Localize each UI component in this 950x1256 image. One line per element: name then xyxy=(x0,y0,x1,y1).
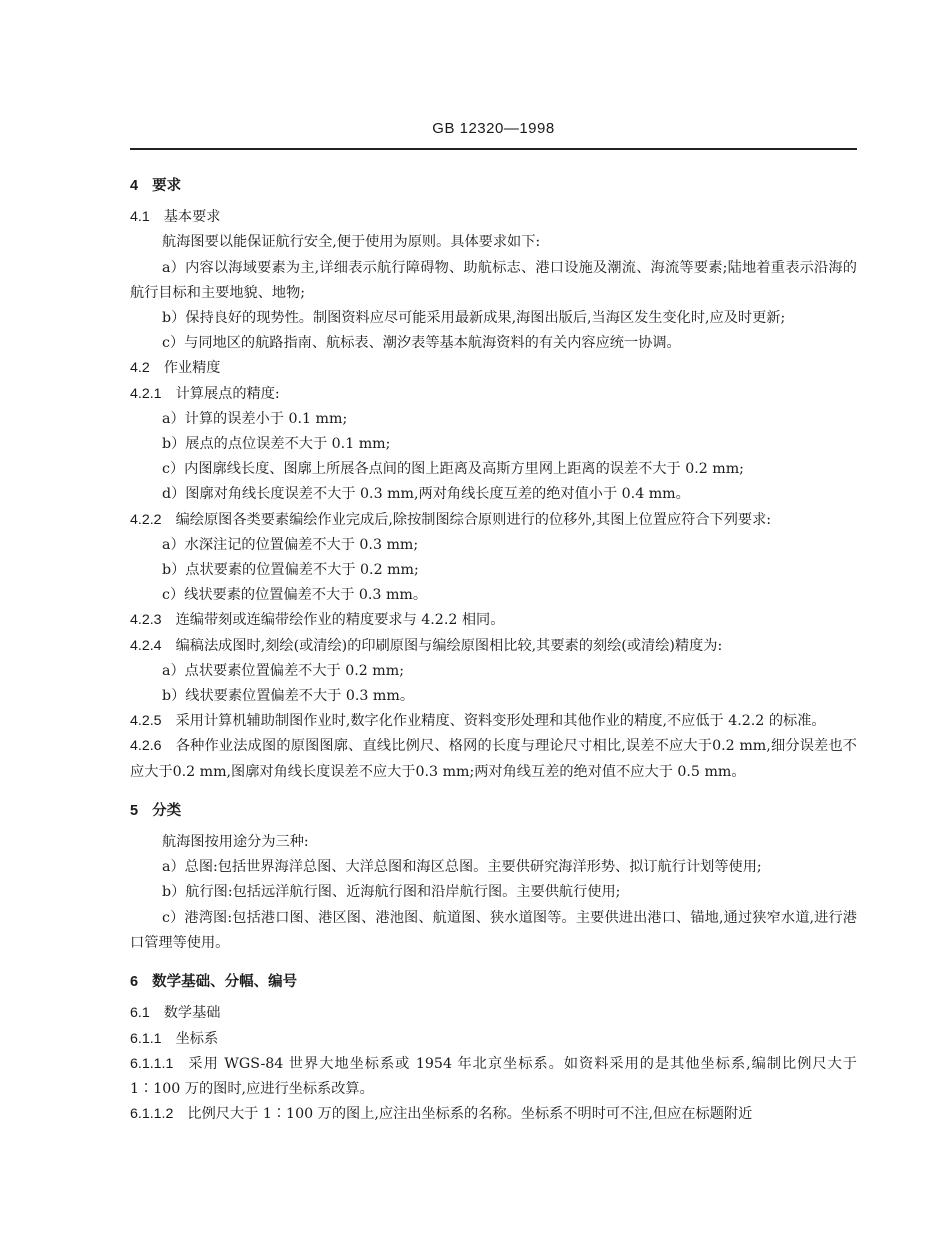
clause-4-2-2-item-c: c）线状要素的位置偏差不大于 0.3 mm。 xyxy=(162,587,428,604)
header-rule xyxy=(130,148,857,150)
clause-4-1-item-c: c）与同地区的航路指南、航标表、潮汐表等基本航海资料的有关内容应统一协调。 xyxy=(162,335,681,352)
clause-4-2-3 xyxy=(130,608,857,633)
section-5-intro: 航海图按用途分为三种: xyxy=(162,834,309,851)
section-5-item-c: c）港湾图:包括港口图、港区图、港池图、航道图、狭水道图等。主要供进出港口、锚地,通过狭窄水道,进行港口管理等使用。 xyxy=(130,909,857,951)
clause-4-2-5 xyxy=(130,709,857,734)
clause-number: 6.1 xyxy=(130,1005,150,1022)
clause-text: 各种作业法成图的原图图廓、直线比例尺、格网的长度与理论尺寸相比,误差不应大于0.2 mm,细分误差也不应大于0.2 mm,图廓对角线长度误差不应大于0.3 mm;两对角线互差的绝对值不应大于 0.5 mm。 xyxy=(130,738,857,780)
clause-4-2-4-item-a: a）点状要素位置偏差不大于 0.2 mm; xyxy=(162,662,404,679)
clause-4-2-2-item-a: a）水深注记的位置偏差不大于 0.3 mm; xyxy=(162,536,419,553)
section-6-heading xyxy=(130,970,857,995)
clause-4-2-1-item-a: a）计算的误差小于 0.1 mm; xyxy=(162,410,348,427)
section-4-heading xyxy=(130,174,857,199)
clause-title: 作业精度 xyxy=(163,360,221,377)
clause-text: 采用 WGS-84 世界大地坐标系或 1954 年北京坐标系。如资料采用的是其他坐标系,编制比例尺大于 1∶100 万的图时,应进行坐标系改算。 xyxy=(130,1055,857,1097)
clause-number: 4.1 xyxy=(130,209,150,226)
section-number: 4 xyxy=(130,178,139,194)
clause-4-2-heading xyxy=(130,356,857,381)
clause-title: 坐标系 xyxy=(175,1030,219,1047)
section-5-item-a: a）总图:包括世界海洋总图、大洋总图和海区总图。主要供研究海洋形势、拟订航行计划等使用; xyxy=(162,859,762,876)
clause-number: 4.2.4 xyxy=(130,637,162,654)
page-header: GB 12320—1998 xyxy=(432,120,555,137)
clause-4-2-6 xyxy=(130,734,857,784)
section-5-heading xyxy=(130,799,857,824)
clause-4-1-item-a: a）内容以海域要素为主,详细表示航行障碍物、助航标志、港口设施及潮流、海流等要素;陆地着重表示沿海的航行目标和主要地貌、地物; xyxy=(130,259,857,301)
clause-number: 4.2.1 xyxy=(130,385,162,402)
clause-number: 4.2.5 xyxy=(130,713,162,730)
clause-4-2-1-heading xyxy=(130,382,857,407)
clause-4-1-heading xyxy=(130,205,857,230)
section-title: 分类 xyxy=(152,802,182,819)
clause-4-2-2 xyxy=(130,508,857,533)
clause-6-1-1-1 xyxy=(130,1052,857,1102)
clause-4-2-4 xyxy=(130,634,857,659)
clause-4-2-4-item-b: b）线状要素位置偏差不大于 0.3 mm。 xyxy=(162,688,415,705)
clause-text: 编稿法成图时,刻绘(或清绘)的印刷原图与编绘原图相比较,其要素的刻绘(或清绘)精度为: xyxy=(175,637,723,654)
clause-text: 采用计算机辅助制图作业时,数字化作业精度、资料变形处理和其他作业的精度,不应低于 4.2.2 的标准。 xyxy=(175,713,826,730)
clause-number: 4.2.2 xyxy=(130,511,162,528)
clause-4-2-1-item-d: d）图廓对角线长度误差不大于 0.3 mm,两对角线长度互差的绝对值小于 0.4 mm。 xyxy=(162,486,690,503)
clause-title: 数学基础 xyxy=(163,1005,221,1022)
clause-text: 比例尺大于 1∶100 万的图上,应注出坐标系的名称。坐标系不明时可不注,但应在标题附近 xyxy=(187,1106,753,1123)
clause-4-1-intro: 航海图要以能保证航行安全,便于使用为原则。具体要求如下: xyxy=(162,234,541,251)
clause-text: 连编带刻或连编带绘作业的精度要求与 4.2.2 相同。 xyxy=(175,612,505,629)
clause-4-2-1-item-b: b）展点的点位误差不大于 0.1 mm; xyxy=(162,436,391,453)
clause-number: 4.2.6 xyxy=(130,738,162,755)
clause-6-1-1-heading xyxy=(130,1027,857,1052)
section-title: 数学基础、分幅、编号 xyxy=(152,974,298,991)
clause-text: 编绘原图各类要素编绘作业完成后,除按制图综合原则进行的位移外,其图上位置应符合下列要求: xyxy=(175,511,772,528)
section-5-item-b: b）航行图:包括远洋航行图、近海航行图和沿岸航行图。主要供航行使用; xyxy=(162,884,621,901)
clause-number: 4.2 xyxy=(130,360,150,377)
clause-4-1-item-b: b）保持良好的现势性。制图资料应尽可能采用最新成果,海图出版后,当海区发生变化时,应及时更新; xyxy=(162,310,786,327)
clause-4-2-2-item-b: b）点状要素的位置偏差不大于 0.2 mm; xyxy=(162,562,419,579)
clause-title: 基本要求 xyxy=(163,209,221,226)
clause-number: 6.1.1.2 xyxy=(130,1106,174,1123)
section-number: 5 xyxy=(130,802,139,819)
document-body xyxy=(130,174,857,1127)
clause-4-2-1-item-c: c）内图廓线长度、图廓上所展各点间的图上距离及高斯方里网上距离的误差不大于 0.2 mm; xyxy=(162,461,744,478)
section-number: 6 xyxy=(130,974,139,991)
clause-6-1-heading xyxy=(130,1001,857,1026)
clause-number: 4.2.3 xyxy=(130,612,162,629)
clause-6-1-1-2 xyxy=(130,1102,857,1127)
clause-number: 6.1.1 xyxy=(130,1030,162,1047)
clause-number: 6.1.1.1 xyxy=(130,1055,174,1072)
section-title: 要求 xyxy=(152,178,182,194)
clause-title: 计算展点的精度: xyxy=(175,385,280,402)
